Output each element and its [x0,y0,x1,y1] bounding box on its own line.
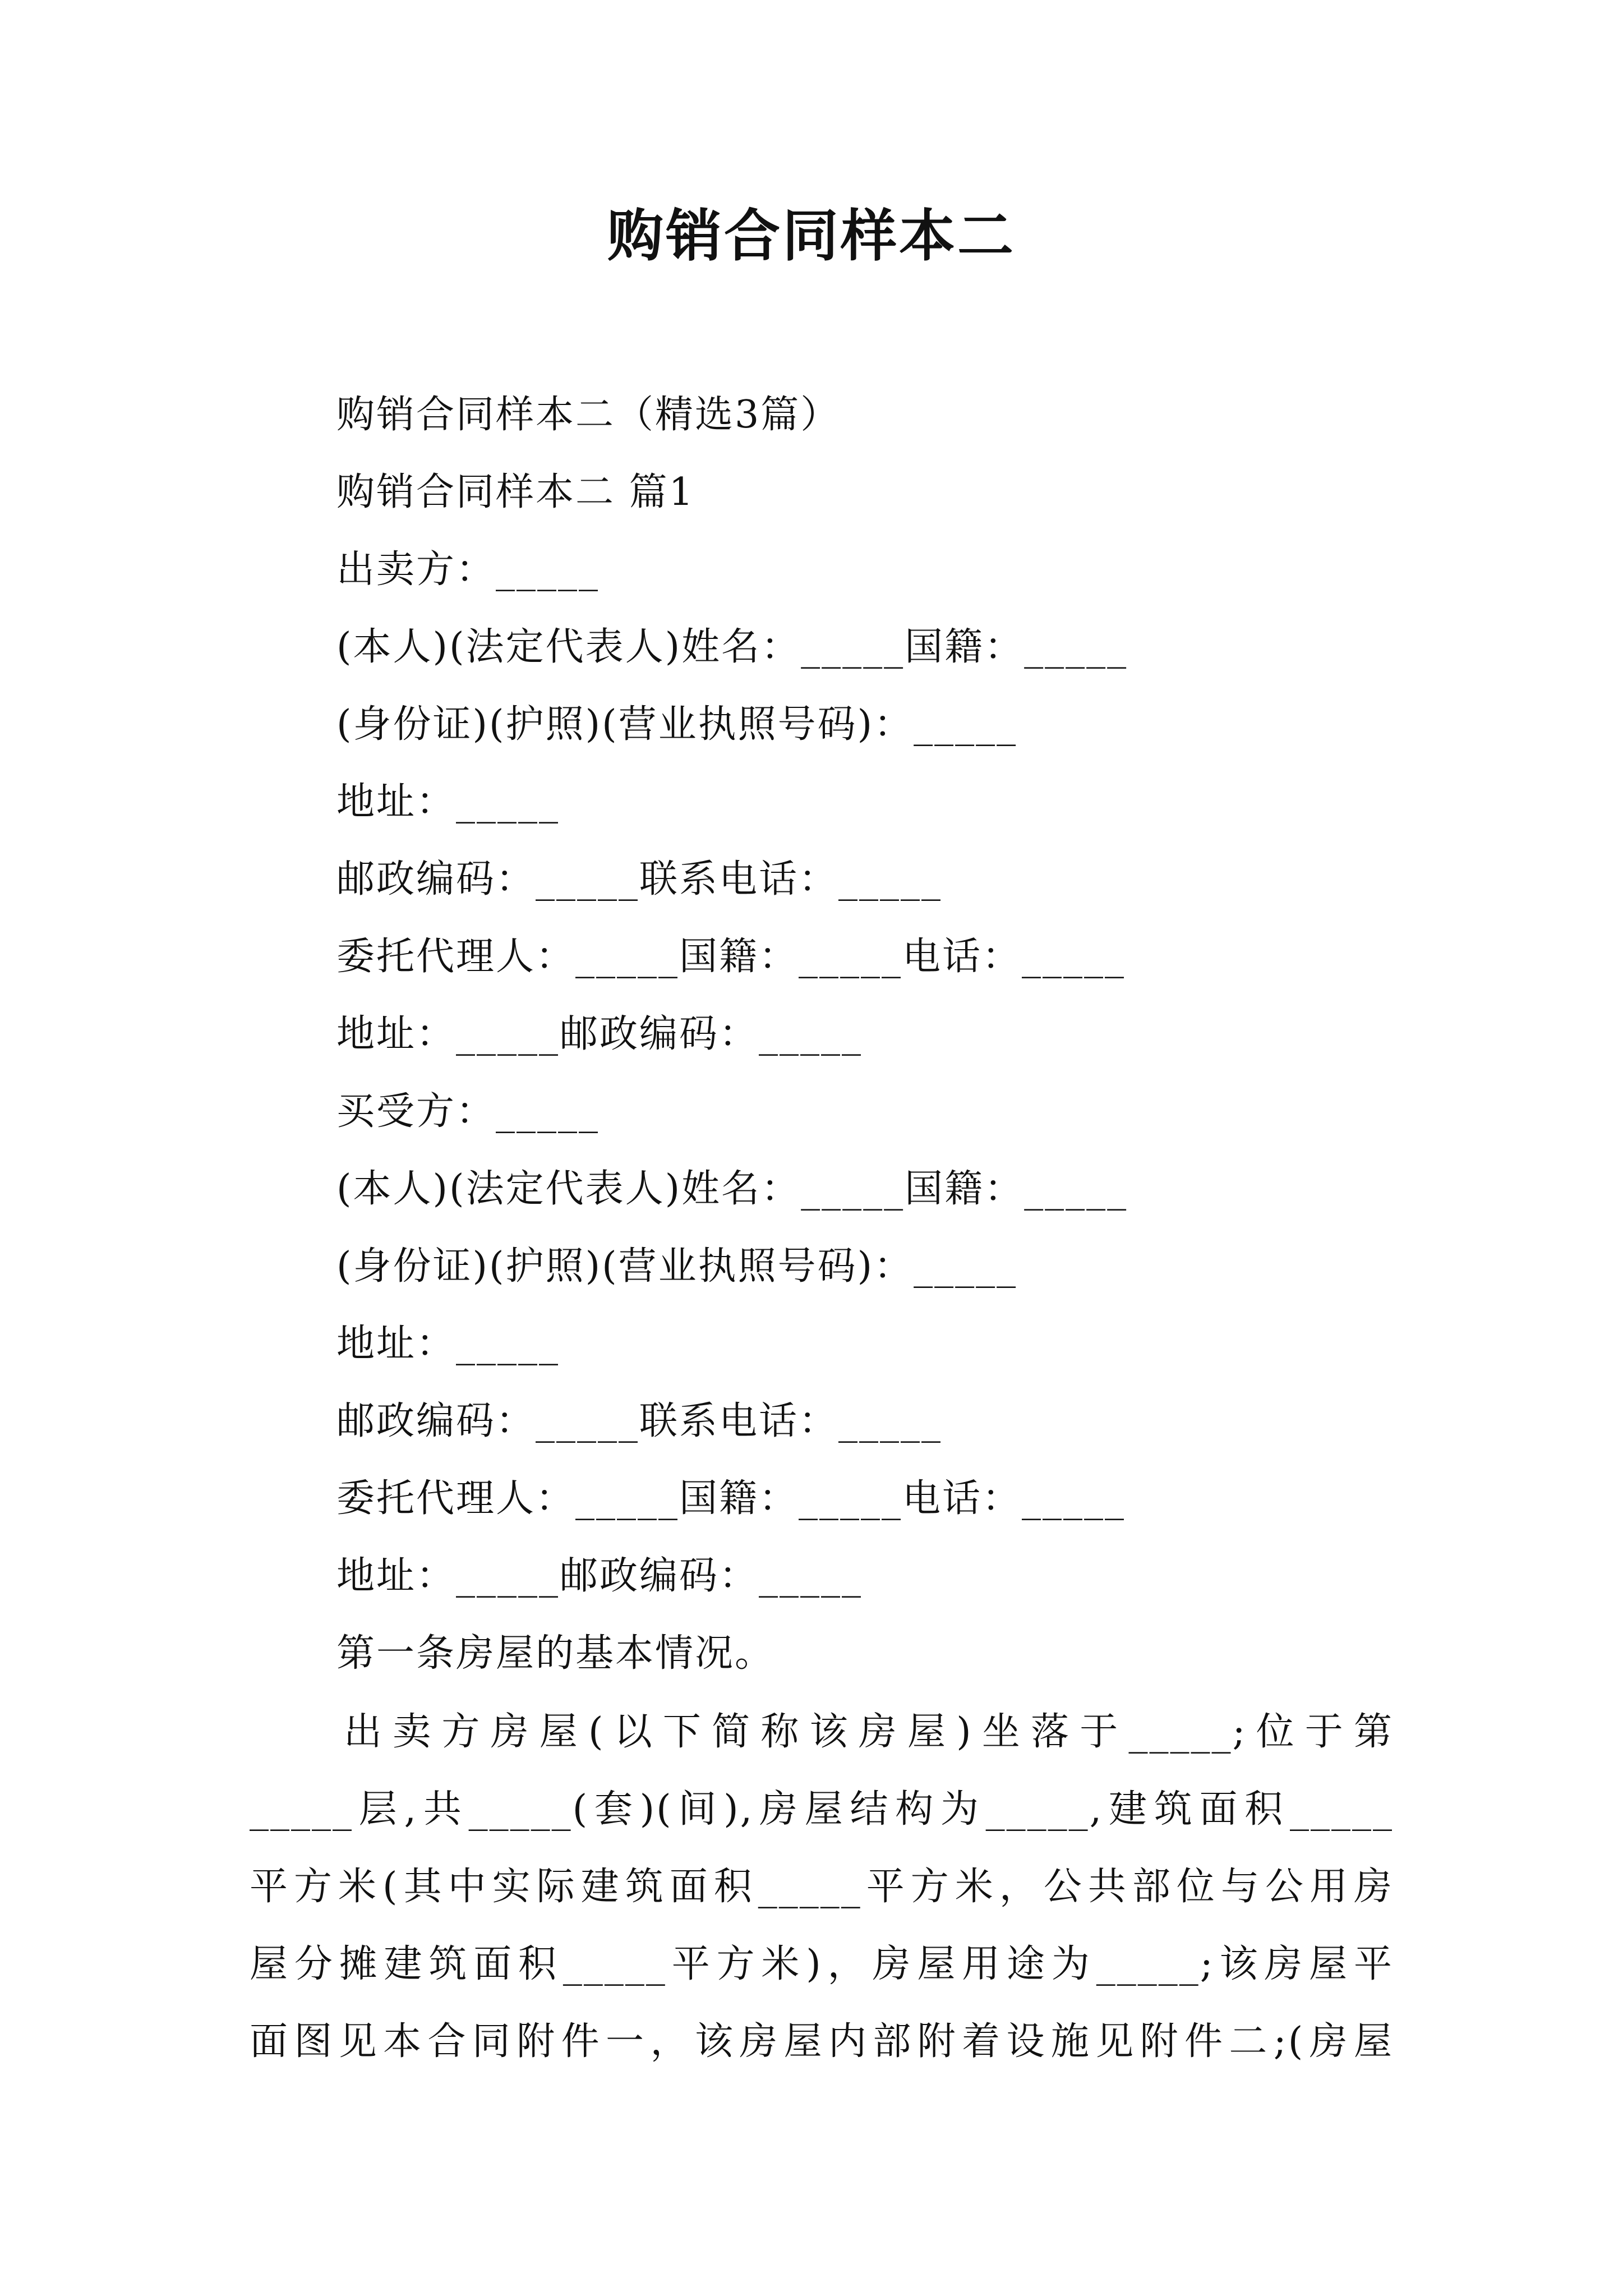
article-one-paragraph [250,1694,1394,2081]
buyer-name-line: (本人)(法定代表人)姓名：_____国籍：_____ [336,1167,1128,1211]
buyer-address-line: 地址：_____ [336,1322,560,1366]
seller-address-line: 地址：_____ [336,780,560,824]
seller-agent-address-line: 地址：_____邮政编码：_____ [336,1012,863,1056]
seller-name-line: (本人)(法定代表人)姓名：_____国籍：_____ [336,625,1128,669]
seller-postcode-line: 邮政编码：_____联系电话：_____ [336,857,943,901]
article-one-heading: 第一条房屋的基本情况。 [336,1631,775,1676]
buyer-agent-line: 委托代理人：_____国籍：_____电话：_____ [336,1476,1126,1521]
seller-line: 出卖方：_____ [336,547,600,592]
buyer-id-line: (身份证)(护照)(营业执照号码)：_____ [336,1244,1018,1289]
section-heading: 购销合同样本二 篇1 [336,470,695,514]
document-title: 购销合同样本二 [607,203,1016,269]
buyer-agent-address-line: 地址：_____邮政编码：_____ [336,1554,863,1598]
seller-agent-line: 委托代理人：_____国籍：_____电话：_____ [336,935,1126,979]
paragraph-line: 出卖方房屋(以下简称该房屋)坐落于_____;位于第 [344,1710,1394,1754]
buyer-postcode-line: 邮政编码：_____联系电话：_____ [336,1399,943,1443]
buyer-line: 买受方：_____ [336,1089,600,1134]
seller-id-line: (身份证)(护照)(营业执照号码)：_____ [336,702,1018,747]
paragraph-line: 平方米(其中实际建筑面积_____平方米，公共部位与公用房 [250,1865,1394,1909]
paragraph-line: _____层,共_____(套)(间),房屋结构为_____,建筑面积_____ [250,1787,1394,1832]
paragraph-line: 屋分摊建筑面积_____平方米)，房屋用途为_____;该房屋平 [250,1942,1394,1986]
paragraph-line: 面图见本合同附件一，该房屋内部附着设施见附件二;(房屋 [250,2019,1394,2064]
subtitle-line: 购销合同样本二（精选3篇） [336,393,841,437]
